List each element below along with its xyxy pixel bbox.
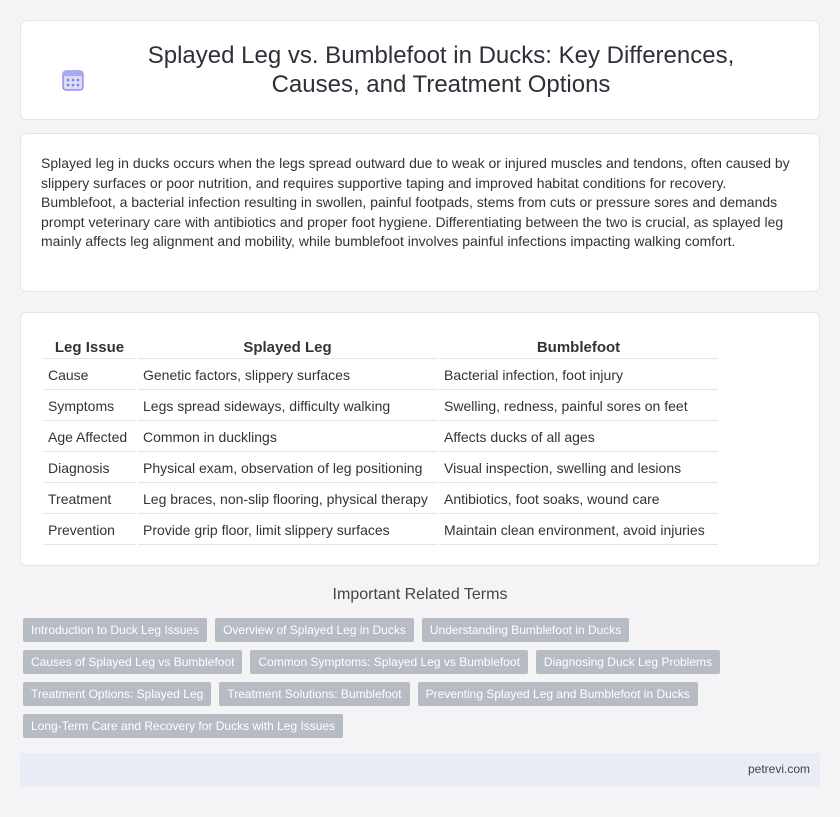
column-header: Bumblefoot [439, 335, 718, 359]
table-cell: Cause [43, 361, 136, 390]
footer [20, 753, 820, 786]
intro-paragraph: Splayed leg in ducks occurs when the legs spread outward due to weak or injured muscles and tendons, often caused by slippery surfaces or poor nutrition, and requires supportive taping and improved habitat conditions for recovery. Bumblefoot, a bacterial infection resulting in swollen, painful footpads, stems from cuts or pressure sores and demands prompt veterinary care with antibiotics and proper foot hygiene. Differentiating between the two is crucial, as splayed leg mainly affects leg alignment and mobility, while bumblefoot involves painful infections impacting walking comfort. [41, 155, 790, 250]
table-cell: Physical exam, observation of leg positioning [138, 454, 437, 483]
related-term-tag[interactable]: Common Symptoms: Splayed Leg vs Bumblefoot [250, 650, 527, 674]
table-cell: Diagnosis [43, 454, 136, 483]
related-term-tag[interactable]: Diagnosing Duck Leg Problems [536, 650, 720, 674]
table-cell: Age Affected [43, 423, 136, 452]
table-row [43, 361, 718, 390]
table-cell: Visual inspection, swelling and lesions [439, 454, 718, 483]
related-terms-title: Important Related Terms [332, 586, 508, 603]
tag-row [23, 682, 823, 706]
column-header: Splayed Leg [138, 335, 437, 359]
table-header-row [43, 335, 718, 359]
table-cell: Prevention [43, 516, 136, 545]
table-row [43, 516, 718, 545]
table-cell: Maintain clean environment, avoid injuries [439, 516, 718, 545]
related-term-tag[interactable]: Causes of Splayed Leg vs Bumblefoot [23, 650, 242, 674]
table-row [43, 392, 718, 421]
table-cell: Treatment [43, 485, 136, 514]
table-cell: Genetic factors, slippery surfaces [138, 361, 437, 390]
table-cell: Antibiotics, foot soaks, wound care [439, 485, 718, 514]
table-cell: Symptoms [43, 392, 136, 421]
calendar-grid-icon [60, 67, 86, 93]
related-term-tag[interactable]: Treatment Solutions: Bumblefoot [219, 682, 409, 706]
table-row [43, 485, 718, 514]
intro-card [20, 133, 820, 292]
related-terms-tags [23, 618, 823, 746]
table-cell: Common in ducklings [138, 423, 437, 452]
tag-row [23, 714, 823, 738]
table-cell: Legs spread sideways, difficulty walking [138, 392, 437, 421]
table-row [43, 454, 718, 483]
footer-site-link[interactable]: petrevi.com [747, 762, 810, 776]
header-card [20, 20, 820, 120]
related-term-tag[interactable]: Preventing Splayed Leg and Bumblefoot in Ducks [418, 682, 698, 706]
related-term-tag[interactable]: Long-Term Care and Recovery for Ducks with Leg Issues [23, 714, 343, 738]
related-term-tag[interactable]: Treatment Options: Splayed Leg [23, 682, 211, 706]
table-cell: Leg braces, non-slip flooring, physical therapy [138, 485, 437, 514]
related-term-tag[interactable]: Understanding Bumblefoot in Ducks [422, 618, 629, 642]
table-cell: Swelling, redness, painful sores on feet [439, 392, 718, 421]
related-term-tag[interactable]: Overview of Splayed Leg in Ducks [215, 618, 414, 642]
table-cell: Bacterial infection, foot injury [439, 361, 718, 390]
tag-row [23, 618, 823, 642]
title-wrap [60, 41, 780, 99]
tag-row [23, 650, 823, 674]
table-row [43, 423, 718, 452]
related-term-tag[interactable]: Introduction to Duck Leg Issues [23, 618, 207, 642]
column-header: Leg Issue [43, 335, 136, 359]
page-title: Splayed Leg vs. Bumblefoot in Ducks: Key Differences, Causes, and Treatment Options [147, 42, 735, 98]
comparison-table-card [20, 312, 820, 566]
comparison-table [41, 333, 720, 547]
table-cell: Provide grip floor, limit slippery surfaces [138, 516, 437, 545]
table-cell: Affects ducks of all ages [439, 423, 718, 452]
